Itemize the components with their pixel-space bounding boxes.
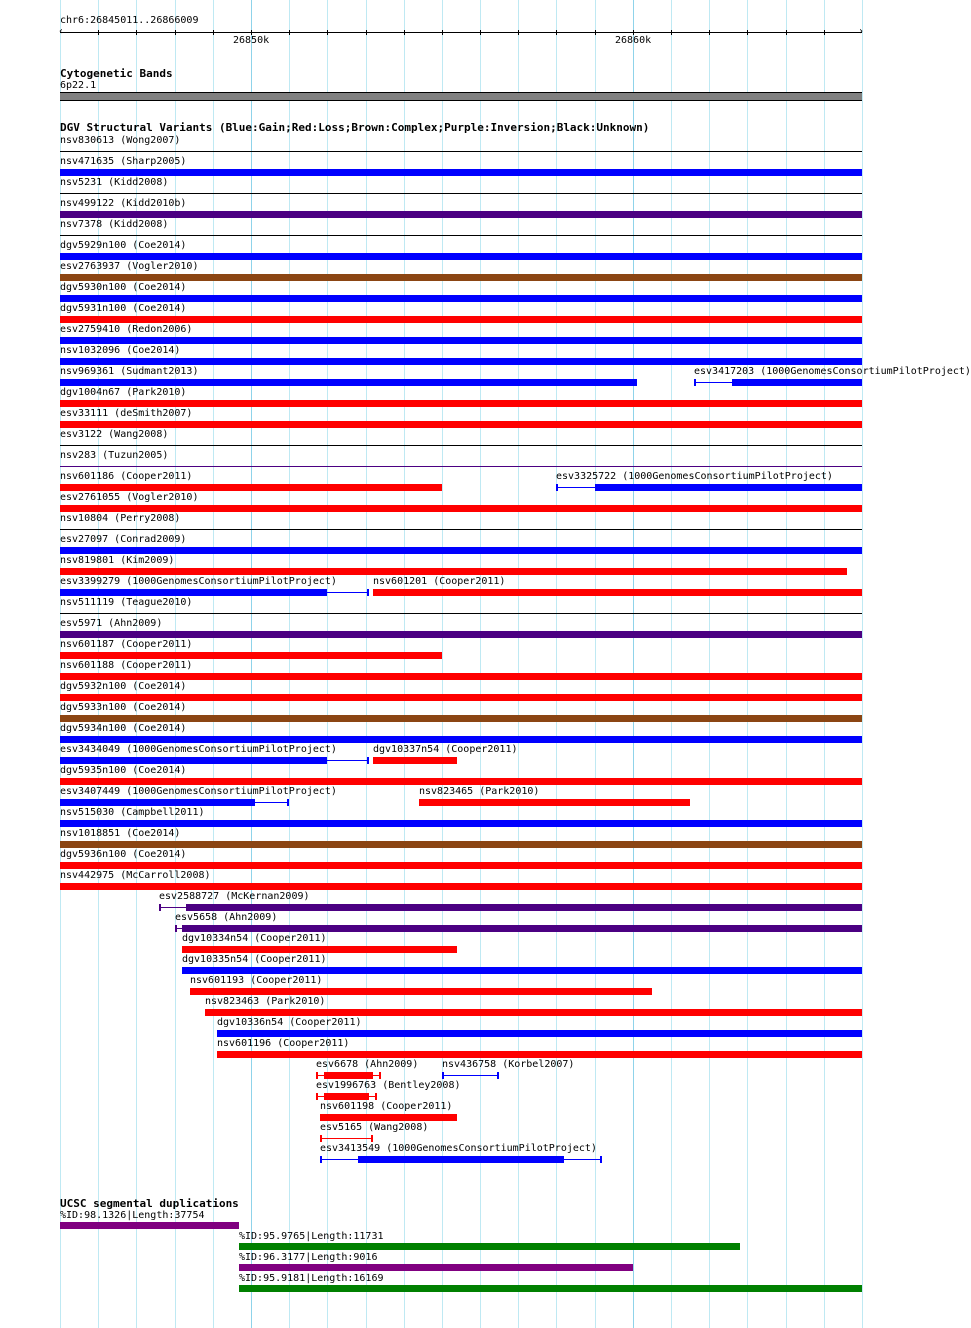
feature-label: esv3399279 (1000GenomesConsortiumPilotProject): [60, 576, 337, 587]
feature-label: dgv5930n100 (Coe2014): [60, 282, 187, 293]
feature-label: nsv5231 (Kidd2008): [60, 177, 169, 188]
feature-bar[interactable]: [60, 778, 862, 785]
feature-label: dgv10335n54 (Cooper2011): [182, 954, 327, 965]
feature-cap: [375, 1093, 377, 1100]
feature-label: %ID:95.9765|Length:11731: [239, 1231, 384, 1242]
grid-line: [518, 0, 519, 1328]
feature-label: dgv10337n54 (Cooper2011): [373, 744, 518, 755]
feature-bar[interactable]: [419, 799, 690, 806]
ruler-right-arrow-icon[interactable]: ›: [858, 26, 865, 37]
cytoband-track-title: Cytogenetic Bands: [60, 67, 173, 80]
feature-line[interactable]: [60, 613, 862, 614]
feature-bar[interactable]: [60, 757, 327, 764]
feature-bar[interactable]: [60, 316, 862, 323]
feature-bar[interactable]: [60, 505, 862, 512]
feature-cap: [175, 925, 177, 932]
feature-cap: [320, 1156, 322, 1163]
feature-label: dgv10336n54 (Cooper2011): [217, 1017, 362, 1028]
grid-line: [213, 0, 214, 1328]
feature-label: esv3122 (Wang2008): [60, 429, 169, 440]
grid-line: [786, 0, 787, 1328]
feature-cap: [367, 589, 369, 596]
feature-label: %ID:96.3177|Length:9016: [239, 1252, 378, 1263]
feature-bar[interactable]: [60, 568, 847, 575]
feature-bar[interactable]: [182, 925, 862, 932]
grid-line: [671, 0, 672, 1328]
feature-cap: [497, 1072, 499, 1079]
feature-bar[interactable]: [217, 1030, 862, 1037]
feature-bar[interactable]: [186, 904, 862, 911]
feature-label: dgv10334n54 (Cooper2011): [182, 933, 327, 944]
ruler-tick-label: 26860k: [615, 35, 652, 46]
feature-bar[interactable]: [60, 883, 862, 890]
feature-label: dgv5936n100 (Coe2014): [60, 849, 187, 860]
feature-bar[interactable]: [182, 946, 457, 953]
feature-label: nsv515030 (Campbell2011): [60, 807, 205, 818]
feature-bar[interactable]: [373, 589, 862, 596]
feature-cap: [320, 1135, 322, 1142]
feature-cap: [694, 379, 696, 386]
feature-label: esv2759410 (Redon2006): [60, 324, 193, 335]
feature-bar[interactable]: [60, 379, 637, 386]
feature-bar[interactable]: [60, 589, 327, 596]
ruler-axis: [60, 32, 862, 33]
feature-label: esv3325722 (1000GenomesConsortiumPilotProject): [556, 471, 833, 482]
feature-label: esv5658 (Ahn2009): [175, 912, 278, 923]
feature-bar[interactable]: [60, 295, 862, 302]
feature-cap: [379, 1072, 381, 1079]
grid-line: [556, 0, 557, 1328]
feature-bar[interactable]: [358, 1156, 564, 1163]
feature-line[interactable]: [60, 193, 862, 194]
grid-line: [442, 0, 443, 1328]
feature-label: nsv601188 (Cooper2011): [60, 660, 193, 671]
feature-bar[interactable]: [60, 400, 862, 407]
feature-bar[interactable]: [324, 1093, 369, 1100]
feature-label: nsv830613 (Wong2007): [60, 135, 181, 146]
feature-line[interactable]: [60, 235, 862, 236]
feature-label: dgv1004n67 (Park2010): [60, 387, 187, 398]
feature-label: esv3407449 (1000GenomesConsortiumPilotProject): [60, 786, 337, 797]
ruler-range-label: chr6:26845011..26866009: [60, 15, 199, 26]
feature-label: nsv601187 (Cooper2011): [60, 639, 193, 650]
feature-cap: [371, 1135, 373, 1142]
feature-label: nsv1032096 (Coe2014): [60, 345, 181, 356]
feature-bar[interactable]: [60, 253, 862, 260]
feature-line[interactable]: [60, 466, 862, 467]
feature-bar[interactable]: [60, 211, 862, 218]
feature-label: esv2761055 (Vogler2010): [60, 492, 199, 503]
feature-label: dgv5931n100 (Coe2014): [60, 303, 187, 314]
feature-label: dgv5933n100 (Coe2014): [60, 702, 187, 713]
feature-label: nsv436758 (Korbel2007): [442, 1059, 575, 1070]
grid-line: [480, 0, 481, 1328]
cytoband-label: 6p22.1: [60, 80, 97, 91]
feature-bar[interactable]: [60, 421, 862, 428]
feature-label: esv3434049 (1000GenomesConsortiumPilotProject): [60, 744, 337, 755]
feature-line[interactable]: [60, 529, 862, 530]
feature-bar[interactable]: [60, 274, 862, 281]
feature-bar[interactable]: [60, 169, 862, 176]
feature-bar[interactable]: [60, 652, 442, 659]
feature-label: dgv5932n100 (Coe2014): [60, 681, 187, 692]
feature-label: nsv10804 (Perry2008): [60, 513, 181, 524]
feature-label: dgv5929n100 (Coe2014): [60, 240, 187, 251]
feature-cap: [316, 1072, 318, 1079]
feature-bar[interactable]: [190, 988, 652, 995]
feature-bar[interactable]: [60, 358, 862, 365]
feature-label: nsv283 (Tuzun2005): [60, 450, 169, 461]
grid-line: [251, 0, 252, 1328]
feature-bar[interactable]: [239, 1243, 740, 1250]
feature-label: nsv601198 (Cooper2011): [320, 1101, 453, 1112]
feature-label: dgv5934n100 (Coe2014): [60, 723, 187, 734]
feature-label: %ID:98.1326|Length:37754: [60, 1210, 205, 1221]
feature-label: nsv7378 (Kidd2008): [60, 219, 169, 230]
feature-label: esv2763937 (Vogler2010): [60, 261, 199, 272]
feature-line[interactable]: [60, 445, 862, 446]
feature-label: nsv601196 (Cooper2011): [217, 1038, 350, 1049]
feature-label: esv3417203 (1000GenomesConsortiumPilotProject): [694, 366, 971, 377]
feature-label: nsv471635 (Sharp2005): [60, 156, 187, 167]
feature-bar[interactable]: [60, 736, 862, 743]
feature-bar[interactable]: [324, 1072, 373, 1079]
feature-bar[interactable]: [205, 1009, 862, 1016]
grid-line: [709, 0, 710, 1328]
feature-cap: [316, 1093, 318, 1100]
feature-label: esv2588727 (McKernan2009): [159, 891, 310, 902]
feature-label: nsv1018851 (Coe2014): [60, 828, 181, 839]
feature-bar[interactable]: [217, 1051, 862, 1058]
segdup-track-title: UCSC segmental duplications: [60, 1197, 239, 1210]
grid-line: [289, 0, 290, 1328]
feature-label: nsv442975 (McCarroll2008): [60, 870, 211, 881]
feature-bar[interactable]: [60, 484, 442, 491]
feature-bar[interactable]: [373, 757, 457, 764]
feature-bar[interactable]: [239, 1264, 633, 1271]
feature-bar[interactable]: [60, 337, 862, 344]
feature-label: esv6678 (Ahn2009): [316, 1059, 419, 1070]
feature-label: nsv601186 (Cooper2011): [60, 471, 193, 482]
feature-bar[interactable]: [60, 862, 862, 869]
feature-bar[interactable]: [60, 547, 862, 554]
feature-bar[interactable]: [60, 1222, 239, 1229]
feature-bar[interactable]: [732, 379, 862, 386]
feature-bar[interactable]: [60, 694, 862, 701]
feature-bar[interactable]: [60, 715, 862, 722]
feature-bar[interactable]: [320, 1114, 457, 1121]
feature-label: esv5165 (Wang2008): [320, 1122, 429, 1133]
feature-label: nsv601201 (Cooper2011): [373, 576, 506, 587]
feature-label: nsv499122 (Kidd2010b): [60, 198, 187, 209]
feature-label: %ID:95.9181|Length:16169: [239, 1273, 384, 1284]
feature-label: dgv5935n100 (Coe2014): [60, 765, 187, 776]
feature-cap: [556, 484, 558, 491]
cytoband-bar[interactable]: [60, 92, 862, 101]
feature-label: nsv511119 (Teague2010): [60, 597, 193, 608]
feature-cap: [159, 904, 161, 911]
feature-bar[interactable]: [60, 841, 862, 848]
grid-line: [824, 0, 825, 1328]
feature-bar[interactable]: [60, 631, 862, 638]
feature-line[interactable]: [442, 1075, 499, 1076]
feature-label: esv5971 (Ahn2009): [60, 618, 163, 629]
feature-label: nsv819801 (Kim2009): [60, 555, 175, 566]
feature-bar[interactable]: [60, 673, 862, 680]
feature-label: nsv969361 (Sudmant2013): [60, 366, 199, 377]
feature-bar[interactable]: [60, 820, 862, 827]
feature-cap: [442, 1072, 444, 1079]
feature-bar[interactable]: [60, 799, 255, 806]
feature-line[interactable]: [320, 1138, 373, 1139]
feature-line[interactable]: [60, 151, 862, 152]
feature-label: nsv601193 (Cooper2011): [190, 975, 323, 986]
grid-line: [595, 0, 596, 1328]
feature-label: esv27097 (Conrad2009): [60, 534, 187, 545]
grid-line: [747, 0, 748, 1328]
feature-cap: [367, 757, 369, 764]
feature-bar[interactable]: [239, 1285, 862, 1292]
ruler-left-arrow-icon[interactable]: ‹: [58, 26, 65, 37]
feature-bar[interactable]: [182, 967, 862, 974]
feature-label: esv1996763 (Bentley2008): [316, 1080, 461, 1091]
grid-line: [633, 0, 634, 1328]
feature-bar[interactable]: [595, 484, 862, 491]
feature-label: nsv823463 (Park2010): [205, 996, 326, 1007]
feature-cap: [600, 1156, 602, 1163]
ruler-tick-label: 26850k: [233, 35, 270, 46]
feature-label: esv3413549 (1000GenomesConsortiumPilotProject): [320, 1143, 597, 1154]
feature-label: esv33111 (deSmith2007): [60, 408, 193, 419]
dgv-track-title: DGV Structural Variants (Blue:Gain;Red:Loss;Brown:Complex;Purple:Inversion;Black:Unknown): [60, 121, 650, 134]
feature-cap: [287, 799, 289, 806]
grid-line: [862, 0, 863, 1328]
feature-label: nsv823465 (Park2010): [419, 786, 540, 797]
